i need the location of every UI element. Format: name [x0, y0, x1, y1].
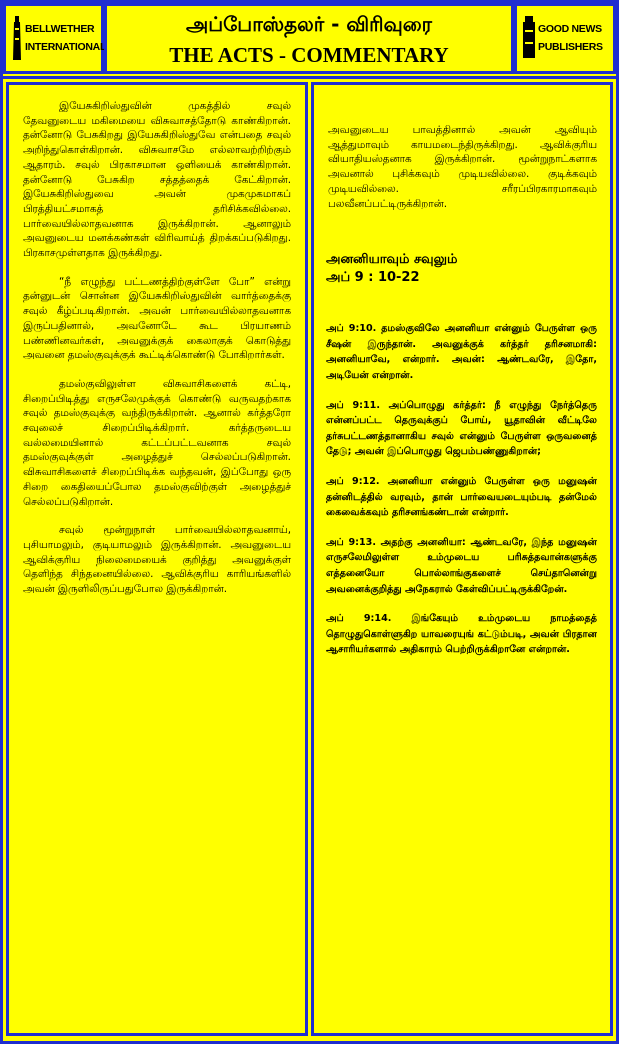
section-title: அனனியாவும் சவுலும் [326, 252, 458, 268]
right-logo-box [514, 3, 616, 74]
header-divider [3, 76, 616, 79]
bellwether-logo [12, 14, 107, 64]
tower-icon [12, 16, 22, 60]
title-box [104, 3, 514, 74]
verse-9-10: அப் 9:10. தமஸ்குவிலே அனனியா என்னும் பேருள்ள ஒரு சீஷன் இருந்தான். அவனுக்குக் கர்த்தர் தரிசனமாகி: அனனியாவே, என்றார். அவன்: ஆண்டவரே, இதோ, அடியேன் என்றான். [326, 323, 597, 381]
section-reference: அப் 9 : 10-22 [326, 270, 420, 286]
left-paragraph-3: தமஸ்குவிலுள்ள விசுவாசிகளைக் கட்டி, சிறைப்பிடித்து எருசலேமுக்குக் கொண்டு வருவதற்காக சவுல் தமஸ்குவுக்கு வந்திருக்கிறான். ஆனால் கர்த்தரோ சவுலைச் சிறைப்பிடிக்கிறார். கர்த்தருடைய வல்லமையினால் கட்டப்பட்டவனாக சவுல் தமஸ்குவுக்குள் அழைத்துச் செல்லப்படுகிறான். விசுவாசிகளைச் சிறைப்பிடிக்க வந்தவன், இப்போது ஒரு சிறை கைதியைப்போல தமஸ்குவிற்குள் அழைத்துச் செல்லப்படுகிறான். [23, 377, 291, 508]
good-news-logo-text: GOOD NEWS PUBLISHERS [538, 23, 603, 53]
left-logo-box [3, 3, 107, 74]
verse-9-13: அப் 9:13. அதற்கு அனனியா: ஆண்டவரே, இந்த மனுஷன் எருசலேமிலுள்ள உம்முடைய பரிசுத்தவான்களுக்கு எத்தனையோ பொல்லாங்குகளைச் செய்தானென்று அவனைக்குறித்து அநேகரால் கேள்விப்பட்டிருக்கிறேன். [326, 536, 597, 595]
right-intro-paragraph: அவனுடைய பாவத்தினால் அவன் ஆவியும் ஆத்துமாவும் காயமடைந்திருக்கிறது. ஆவிக்குரிய வியாதியஸ்தனாக இருக்கிறான். மூன்றுநாட்களாக அவனால் புசிக்கவும் முடியவில்லை. குடிக்கவும் முடியவில்லை. சரீரப்பிரகாரமாகவும் பலவீனப்பட்டிருக்கிறான். [328, 124, 597, 210]
right-column [311, 82, 613, 1036]
verse-9-11: அப் 9:11. அப்பொழுது கர்த்தர்: நீ எழுந்து நேர்த்தெரு என்னப்பட்ட தெருவுக்குப் போய், யூதாவின் வீட்டிலே தர்சுபட்டணத்தானாகிய சவுல் என்னும் பேருள்ள ஒருவனைத் தேடு; அவன் இப்பொழுது ஜெபம்பண்ணுகிறான்; [326, 399, 597, 458]
good-news-logo [523, 14, 611, 64]
title-english: THE ACTS - COMMENTARY [169, 43, 449, 67]
left-paragraph-2: “நீ எழுந்து பட்டணத்திற்குள்ளே போ” என்று தன்னுடன் சொன்ன இயேசுகிறிஸ்துவின் வார்த்தைக்கு சவுல் கீழ்ப்படிகிறான். அவன் பார்வையில்லாதவனாக இருப்பதினால், அவனோடே கூட பிரயாணம் பண்ணினவர்கள், அவனுக்குக் கைலாகுக் கொடுத்து அவனை தமஸ்குவுக்குக் கூட்டிக்கொண்டு போகிறார்கள். [23, 275, 291, 362]
bellwether-logo-text: BELLWETHER INTERNATIONAL [25, 23, 107, 53]
title-tamil: அப்போஸ்தலர் - விரிவுரை [186, 12, 432, 36]
verse-9-14: அப் 9:14. இங்கேயும் உம்முடைய நாமத்தைத் தொழுதுகொள்ளுகிற யாவரையுங் கட்டும்படி, அவன் பிரதான ஆசாரியர்களால் அதிகாரம் பெற்றிருக்கிறானே என்றான். [326, 613, 597, 656]
header [3, 3, 616, 74]
left-paragraph-1: இயேசுகிறிஸ்துவின் முகத்தில் சவுல் தேவனுடைய மகிமையை விசுவாசத்தோடு காண்கிறான். தன்னோடு பேசுகிறது இயேசுகிறிஸ்துவே என்பதை சவுல் அறிந்துகொள்கிறான். விசுவாசமே எல்லாவற்றிற்கும் ஆதாரம். சவுல் பிரகாசமான ஒளியைக் காண்கிறான். தன்னோடு பேசுகிற சத்தத்தைக் கேட்கிறான். இயேசுகிறிஸ்துவை அவன் முகமுகமாகப் பிரத்தியட்சமாகத் தரிசிக்கவில்லை. பார்வையில்லாதவனாக இருக்கிறான். ஆனாலும் அவனுடைய மனக்கண்கள் விரிவாய்த் திறக்கப்படுகிறது. பிரகாசமுள்ளதாக இருக்கிறது. [23, 100, 291, 260]
left-paragraph-4: சவுல் மூன்றுநாள் பார்வையில்லாதவனாய், புசியாமலும், குடியாமலும் இருக்கிறான். அவனுடைய ஆவிக்குரிய நிலைமையைக் குறித்து அவனுக்குள் தெளிந்த சிந்தனையில்லை. ஆவிக்குரிய காரியங்களில் அவன் இருளிலிருப்பதுபோல இருக்கிறான். [23, 524, 291, 596]
left-column [6, 82, 308, 1036]
verse-9-12: அப் 9:12. அனனியா என்னும் பேருள்ள ஒரு மனுஷன் தன்னிடத்தில் வரவும், தான் பார்வையடையும்படி தன்மேல் கைவைக்கவும் தரிசனங்கண்டான் என்றார். [326, 475, 597, 519]
book-icon [523, 16, 535, 58]
